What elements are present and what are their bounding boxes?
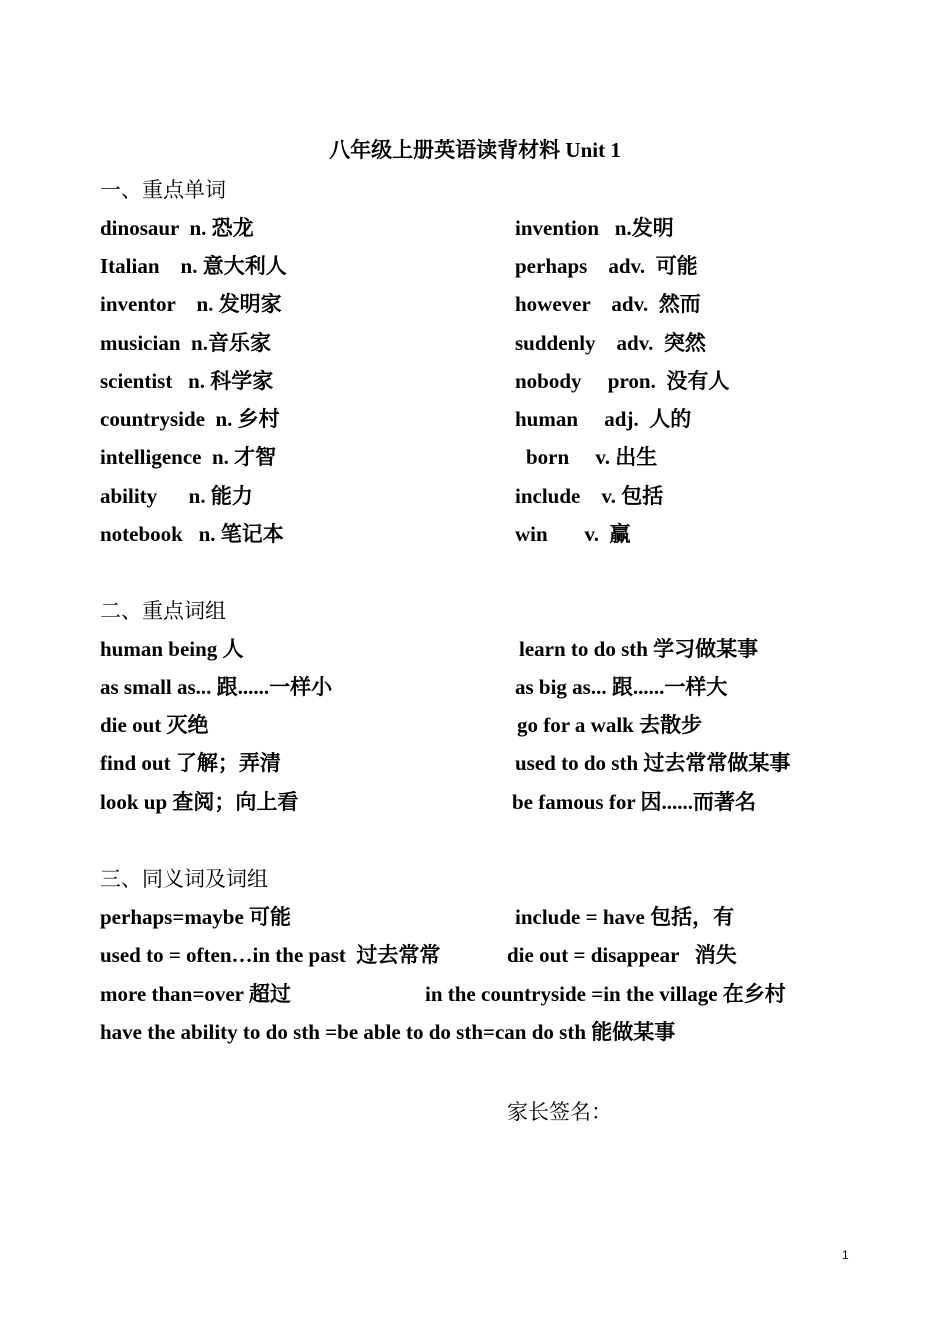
word-item: Italian n. 意大利人: [100, 254, 287, 278]
section-heading-synonyms: 三、同义词及词组: [100, 867, 268, 891]
word-item: perhaps adv. 可能: [515, 254, 698, 278]
word-item: human adj. 人的: [515, 407, 692, 431]
synonym-item: in the countryside =in the village 在乡村: [425, 982, 786, 1006]
phrase-item: look up 查阅；向上看: [100, 790, 299, 814]
phrase-item: as small as... 跟......一样小: [100, 675, 333, 699]
page-title: 八年级上册英语读背材料 Unit 1: [329, 138, 621, 162]
section-heading-key-words: 一、重点单词: [100, 178, 226, 202]
word-item: win v. 赢: [515, 522, 631, 546]
phrase-item: find out 了解；弄清: [100, 751, 281, 775]
word-item: inventor n. 发明家: [100, 292, 282, 316]
phrase-item: as big as... 跟......一样大: [515, 675, 728, 699]
phrase-item: used to do sth 过去常常做某事: [515, 751, 791, 775]
synonym-item: die out = disappear 消失: [507, 943, 737, 967]
phrase-item: be famous for 因......而著名: [512, 790, 757, 814]
word-item: musician n.音乐家: [100, 331, 271, 355]
synonym-item: more than=over 超过: [100, 982, 291, 1006]
page-number: 1: [842, 1248, 849, 1262]
section-heading-key-phrases: 二、重点词组: [100, 599, 226, 623]
synonym-item: used to = often…in the past 过去常常: [100, 943, 441, 967]
word-item: nobody pron. 没有人: [515, 369, 730, 393]
word-item: include v. 包括: [515, 484, 664, 508]
phrase-item: go for a walk 去散步: [517, 713, 703, 737]
phrase-item: learn to do sth 学习做某事: [519, 637, 759, 661]
synonym-item: include = have 包括，有: [515, 905, 735, 929]
phrase-item: human being 人: [100, 637, 244, 661]
synonym-item: perhaps=maybe 可能: [100, 905, 292, 929]
phrase-item: die out 灭绝: [100, 713, 209, 737]
word-item: countryside n. 乡村: [100, 407, 280, 431]
word-item: suddenly adv. 突然: [515, 331, 706, 355]
synonym-item: have the ability to do sth =be able to do sth=can do sth 能做某事: [100, 1020, 676, 1044]
word-item: dinosaur n. 恐龙: [100, 216, 254, 240]
word-item: scientist n. 科学家: [100, 369, 274, 393]
word-item: born v. 出生: [526, 445, 658, 469]
word-item: however adv. 然而: [515, 292, 701, 316]
word-item: ability n. 能力: [100, 484, 253, 508]
word-item: notebook n. 笔记本: [100, 522, 284, 546]
word-item: invention n.发明: [515, 216, 674, 240]
word-item: intelligence n. 才智: [100, 445, 277, 469]
parent-signature-label: 家长签名：: [507, 1100, 612, 1124]
